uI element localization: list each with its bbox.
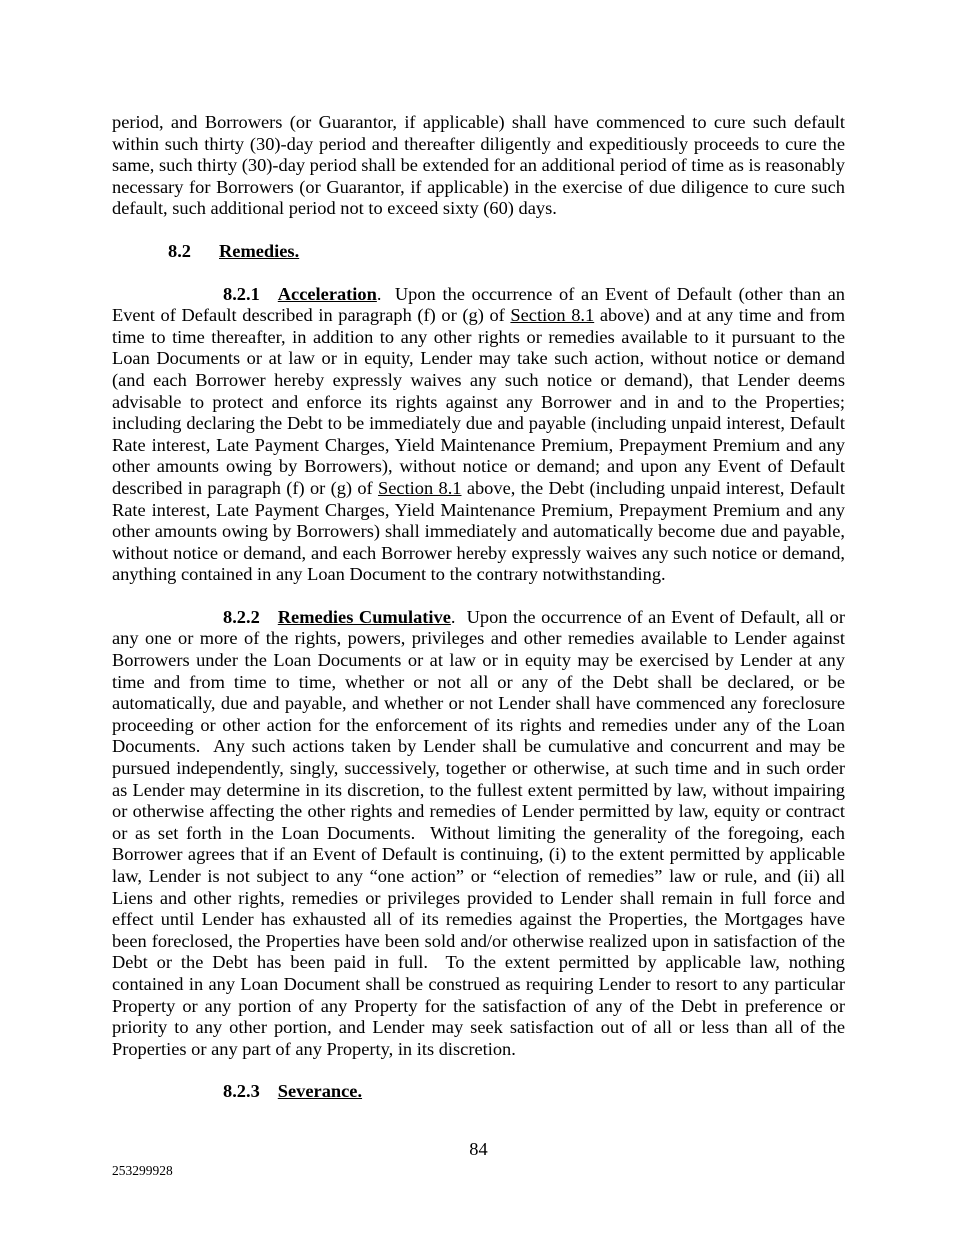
body-text: above, the Debt (including unpaid interest, Default Rate interest, Late Payment Charges, Yield Maintenance Premium, Prepayment Premium and any other amounts owing by Borrowers) shall immediately and automatically become due and payable, without notice or demand, and each Borrower hereby expressly waives any such notice or demand, anything contained in any Loan Document to the contrary notwithstanding. (112, 477, 846, 585)
paragraph-8-2-1-acceleration (112, 284, 845, 586)
body-text: . Upon the occurrence of an Event of Default (other than an Event of Default described in paragraph (f) or (g) of (112, 283, 845, 326)
section-title: Remedies. (219, 240, 300, 261)
section-number: 8.2.1 (223, 283, 260, 304)
document-body (112, 112, 845, 1124)
section-title: Acceleration (277, 283, 377, 304)
section-number: 8.2.2 (223, 606, 260, 627)
section-title: Severance. (277, 1081, 363, 1102)
body-text: period, and Borrowers (or Guarantor, if applicable) shall have commenced to cure such default within such thirty (30)-day period and thereafter diligently and expeditiously proceeds to cure the same, such thirty (30)-day period shall be extended for an additional period of time as is reasonably necessary for Borrowers (or Guarantor, if applicable) in the exercise of due diligence to cure such default, such additional period not to exceed sixty (60) days. (112, 112, 845, 219)
tab-space (260, 1096, 278, 1097)
section-number: 8.2.3 (223, 1081, 260, 1102)
tab-space (260, 299, 278, 300)
paragraph-8-2-3-severance (112, 1081, 845, 1103)
body-text: . Upon the occurrence of an Event of Default, all or any one or more of the rights, powers, privileges and other remedies available to Lender against Borrowers under the Loan Documents or at law or in equity may be exercised by Lender at any time and from time to time, whether or not all or any of the Debt shall be declared, or be automatically, due and payable, and whether or not Lender shall have commenced any foreclosure proceeding or other action for the enforcement of its rights and remedies under any of the Loan Documents. Any such actions taken by Lender shall be cumulative and concurrent and may be pursued independently, singly, successively, together or otherwise, at such time and in such order as Lender may determine in its discretion, to the fullest extent permitted by law, without impairing or otherwise affecting the other rights and remedies of Lender permitted by law, equity or contract or as set forth in the Loan Documents. Without limiting the generality of the foregoing, each Borrower agrees that if an Event of Default is continuing, (i) to the extent permitted by applicable law, Lender is not subject to any “one action” or “election of remedies” law or rule, and (ii) all Liens and other rights, remedies or privileges provided to Lender shall remain in full force and effect until Lender has exhausted all of its remedies against the Properties, the Mortgages have been foreclosed, the Properties have been sold and/or otherwise realized upon in satisfaction of the Debt or the Debt has been paid in full. To the extent permitted by applicable law, nothing contained in any Loan Document shall be construed as requiring Lender to resort to any particular Property or any portion of any Property for the satisfaction of any of the Debt in preference or priority to any other portion, and Lender may seek satisfaction out of all or less than all of the Properties or any part of any Property, in its discretion. (112, 606, 845, 1059)
section-heading-8-2 (112, 241, 845, 263)
body-text: above) and at any time and from time to time thereafter, in addition to any other rights or remedies available to it pursuant to the Loan Documents or at law or in equity, Lender may take such action, without notice or demand (and each Borrower hereby expressly waives any such notice or demand), that Lender deems advisable to protect and enforce its rights against any Borrower and in and to the Properties; including declaring the Debt to be immediately due and payable (including unpaid interest, Default Rate interest, Late Payment Charges, Yield Maintenance Premium, Prepayment Premium and any other amounts owing by Borrowers), without notice or demand; and upon any Event of Default described in paragraph (f) or (g) of (112, 305, 845, 498)
footer-doc-number: 253299928 (112, 1163, 173, 1178)
tab-space (191, 256, 219, 257)
section-title: Remedies Cumulative (277, 606, 451, 627)
section-number: 8.2 (168, 240, 191, 261)
paragraph-8-2-2-remedies-cumulative (112, 607, 845, 1060)
cross-reference-section-8-1: Section 8.1 (378, 477, 462, 498)
tab-space (260, 622, 278, 623)
footer-page-number: 84 (469, 1139, 488, 1159)
cross-reference-section-8-1: Section 8.1 (510, 305, 595, 326)
paragraph-cure-period (112, 112, 845, 220)
